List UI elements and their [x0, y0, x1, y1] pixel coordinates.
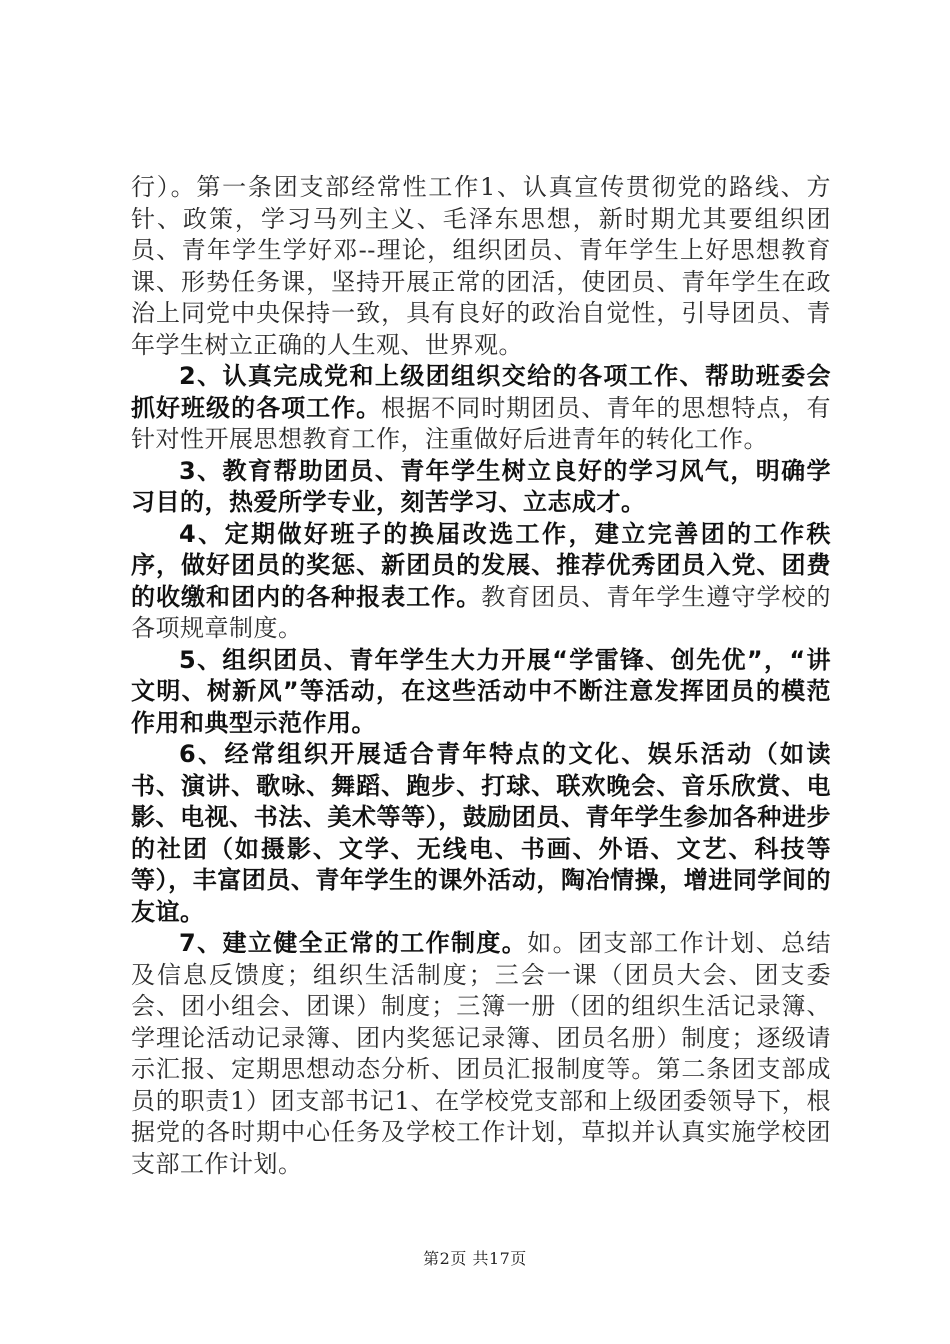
paragraph-text-bold: 4、定期做好班子的换届改选工作，建立完善团的工作秩序，做好团员的奖惩、新团员的发展、推荐优秀团员入党、团费的收缴和团内的各种报表工作。	[131, 519, 831, 611]
paragraph-continued-intro	[131, 172, 831, 361]
paragraph-text-bold: 5、组织团员、青年学生大力开展“学雷锋、创先优”，“讲文明、树新风”等活动，在这些活动中不断注意发挥团员的模范作用和典型示范作用。	[131, 645, 831, 737]
paragraph-text: 如。团支部工作计划、总结及信息反馈度；组织生活制度；三会一课（团员大会、团支委会、团小组会、团课）制度；三簿一册（团的组织生活记录簿、学理论活动记录簿、团内奖惩记录簿、团员名册）制度；逐级请示汇报、定期思想动态分析、团员汇报制度等。第二条团支部成员的职责1）团支部书记1、在学校党支部和上级团委领导下，根据党的各时期中心任务及学校工作计划，草拟并认真实施学校团支部工作计划。	[131, 929, 831, 1178]
paragraph-text: 教育团员、青年学生遵守学校的各项规章制度。	[131, 582, 832, 642]
paragraph-item-3	[131, 456, 831, 519]
paragraph-item-7	[131, 928, 831, 1180]
paragraph-text-bold: 7、建立健全正常的工作制度。	[179, 929, 528, 957]
page-number-footer: 第2页 共17页	[423, 1249, 527, 1268]
paragraph-item-4	[131, 519, 831, 645]
paragraph-item-5	[131, 645, 831, 740]
paragraph-text: 行）。第一条团支部经常性工作1、认真宣传贯彻党的路线、方针、政策，学习马列主义、毛泽东思想，新时期尤其要组织团员、青年学生学好邓--理论，组织团员、青年学生上好思想教育课、形势任务课，坚持开展正常的团活，使团员、青年学生在政治上同党中央保持一致，具有良好的政治自觉性，引导团员、青年学生树立正确的人生观、世界观。	[131, 173, 831, 359]
paragraph-text-bold: 3、教育帮助团员、青年学生树立良好的学习风气，明确学习目的，热爱所学专业，刻苦学习、立志成才。	[131, 456, 831, 516]
paragraph-item-6	[131, 739, 831, 928]
paragraph-text-bold: 6、经常组织开展适合青年特点的文化、娱乐活动（如读书、演讲、歌咏、舞蹈、跑步、打球、联欢晚会、音乐欣赏、电影、电视、书法、美术等等），鼓励团员、青年学生参加各种进步的社团（如摄影、文学、无线电、书画、外语、文艺、科技等等），丰富团员、青年学生的课外活动，陶冶情操，增进同学间的友谊。	[131, 740, 831, 926]
document-body	[131, 172, 831, 1180]
paragraph-text-bold: 2、认真完成党和上级团组织交给的各项工作、帮助班委会抓好班级的各项工作。	[131, 362, 831, 422]
paragraph-item-2	[131, 361, 831, 456]
paragraph-text: 根据不同时期团员、青年的思想特点，有针对性开展思想教育工作，注重做好后进青年的转化工作。	[131, 393, 832, 453]
